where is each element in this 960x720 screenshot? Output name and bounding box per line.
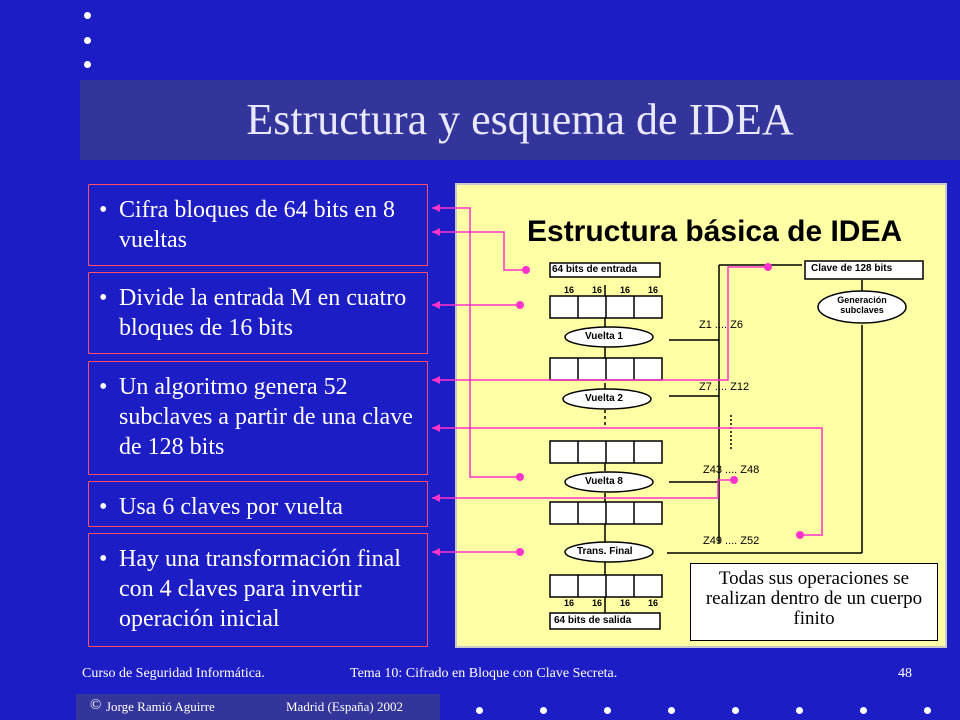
finite-field-note: Todas sus operaciones se realizan dentro de un cuerpo finito xyxy=(690,563,938,641)
bit-label: 16 xyxy=(647,598,658,608)
copyright-icon: © xyxy=(90,697,102,713)
bullet-text: Divide la entrada M en cuatro bloques de 16 bits xyxy=(119,285,407,341)
footer-course: Curso de Seguridad Informática. xyxy=(82,666,265,681)
bullet-text: Hay una transformación final con 4 claves para invertir operación inicial xyxy=(119,546,401,632)
bullet-box-3 xyxy=(88,361,428,475)
bullet-text: Un algoritmo genera 52 subclaves a partir de una clave de 128 bits xyxy=(119,374,413,460)
bullet-text: Usa 6 claves por vuelta xyxy=(119,494,343,520)
author-place: Madrid (España) 2002 xyxy=(286,699,403,714)
decor-dot xyxy=(796,707,803,714)
decor-dot xyxy=(604,707,611,714)
footer-topic: Tema 10: Cifrado en Bloque con Clave Secreta. xyxy=(350,666,618,681)
decor-dots-bottom xyxy=(476,707,936,715)
decor-dot xyxy=(84,37,91,44)
decor-dot xyxy=(540,707,547,714)
decor-dot xyxy=(476,707,483,714)
bit-label: 16 xyxy=(591,598,602,608)
bullet-text: Cifra bloques de 64 bits en 8 vueltas xyxy=(119,197,395,253)
decor-dot xyxy=(84,61,91,68)
bullet-icon: • xyxy=(99,546,108,572)
final-transform-label: Trans. Final xyxy=(577,546,633,557)
decor-dot xyxy=(84,12,91,19)
input-label: 64 bits de entrada xyxy=(552,264,638,275)
bullet-box-1 xyxy=(88,184,428,266)
decor-dot xyxy=(860,707,867,714)
decor-dot xyxy=(668,707,675,714)
bit-label: 16 xyxy=(619,598,630,608)
subkeys-round-1: Z1 .... Z6 xyxy=(699,319,744,331)
input-bits xyxy=(555,285,667,295)
key-label: Clave de 128 bits xyxy=(811,263,893,274)
round-8-label: Vuelta 8 xyxy=(585,476,623,487)
bit-label: 16 xyxy=(647,285,658,295)
bit-label: 16 xyxy=(563,285,574,295)
figure-title: Estructura básica de IDEA xyxy=(527,215,903,248)
decor-dot xyxy=(732,707,739,714)
bullet-box-2 xyxy=(88,272,428,354)
subkeys-round-8: Z43 .... Z48 xyxy=(703,464,760,476)
output-label: 64 bits de salida xyxy=(554,615,632,626)
bit-label: 16 xyxy=(619,285,630,295)
title-bar xyxy=(80,80,960,160)
bullet-icon: • xyxy=(99,374,108,400)
round-1-label: Vuelta 1 xyxy=(585,331,623,342)
author-name: Jorge Ramió Aguirre xyxy=(106,699,215,714)
decor-dot xyxy=(924,707,931,714)
bullet-box-4 xyxy=(88,481,428,527)
subkeys-round-2: Z7 .... Z12 xyxy=(699,381,750,393)
output-bits xyxy=(555,598,667,608)
bullet-icon: • xyxy=(99,285,108,311)
subkey-generation-label: Generación subclaves xyxy=(837,295,887,315)
subkeys-final: Z49 .... Z52 xyxy=(703,535,760,547)
slide-title: Estructura y esquema de IDEA xyxy=(246,95,794,144)
bit-label: 16 xyxy=(591,285,602,295)
bullet-icon: • xyxy=(99,197,108,223)
author-bar xyxy=(76,694,440,720)
bullet-icon: • xyxy=(99,494,108,520)
round-2-label: Vuelta 2 xyxy=(585,393,623,404)
bit-label: 16 xyxy=(563,598,574,608)
bullet-box-5 xyxy=(88,533,428,647)
footer-page-number: 48 xyxy=(898,666,912,681)
